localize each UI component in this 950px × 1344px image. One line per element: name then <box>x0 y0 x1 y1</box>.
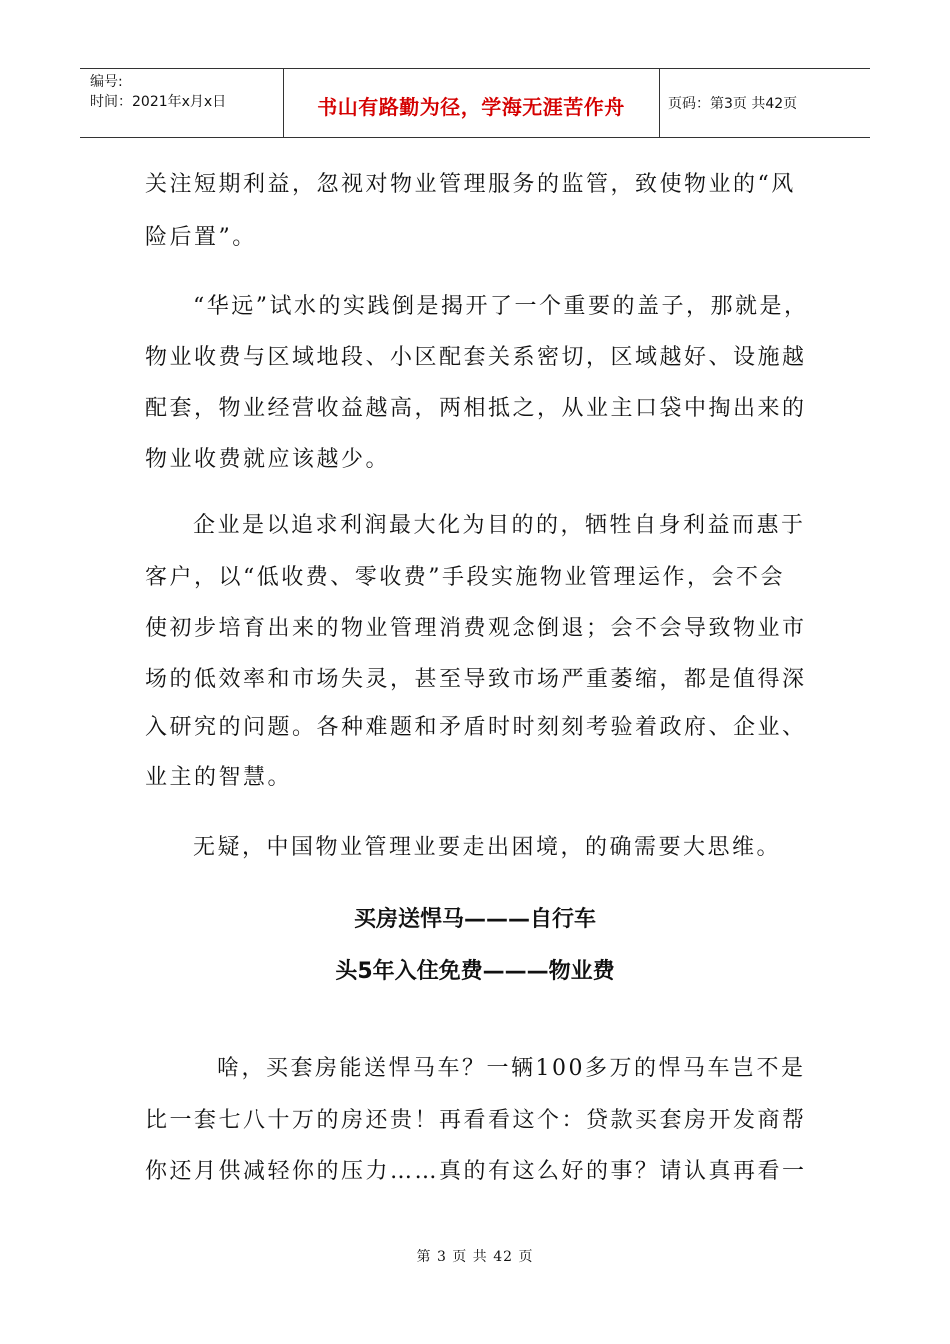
body-line: 客户，以“低收费、零收费”手段实施物业管理运作，会不会 <box>145 565 785 590</box>
header-page-cell <box>660 69 870 137</box>
body-line: “华远”试水的实践倒是揭开了一个重要的盖子，那就是， <box>193 294 809 319</box>
body-line: 配套，物业经营收益越高，两相抵之，从业主口袋中掏出来的 <box>145 396 807 421</box>
body-line: 场的低效率和市场失灵，甚至导致市场严重萎缩，都是值得深 <box>145 667 807 692</box>
page-footer: 第 3 页 共 42 页 <box>416 1249 534 1265</box>
section-heading-1: 买房送悍马———自行车 <box>353 907 596 932</box>
body-line: 险后置”。 <box>145 225 257 250</box>
body-line: 无疑，中国物业管理业要走出困境，的确需要大思维。 <box>193 835 782 860</box>
header-page-info: 页码：第3页 共42页 <box>668 96 798 112</box>
document-number-label: 编号: <box>90 74 123 90</box>
header-motto-cell <box>283 69 660 137</box>
motto-text: 书山有路勤为径，学海无涯苦作舟 <box>317 95 625 119</box>
header-table <box>80 68 870 138</box>
body-line: 物业收费就应该越少。 <box>145 447 391 472</box>
body-line: 关注短期利益，忽视对物业管理服务的监管，致使物业的“风 <box>145 172 796 197</box>
body-line: 你还月供减轻你的压力……真的有这么好的事？请认真再看一 <box>145 1159 807 1184</box>
header-meta-cell <box>80 69 284 137</box>
body-line: 啥，买套房能送悍马车？一辆100多万的悍马车岂不是 <box>217 1056 806 1081</box>
body-line: 物业收费与区域地段、小区配套关系密切，区域越好、设施越 <box>145 345 807 370</box>
body-line: 入研究的问题。各种难题和矛盾时时刻刻考验着政府、企业、 <box>145 715 807 740</box>
document-date: 时间：2021年x月x日 <box>90 94 227 110</box>
body-line: 业主的智慧。 <box>145 765 293 790</box>
body-line: 使初步培育出来的物业管理消费观念倒退；会不会导致物业市 <box>145 616 807 641</box>
body-line: 企业是以追求利润最大化为目的的，牺牲自身利益而惠于 <box>193 513 806 538</box>
section-heading-2: 头5年入住免费———物业费 <box>335 959 615 984</box>
body-line: 比一套七八十万的房还贵！再看看这个：贷款买套房开发商帮 <box>145 1108 807 1133</box>
